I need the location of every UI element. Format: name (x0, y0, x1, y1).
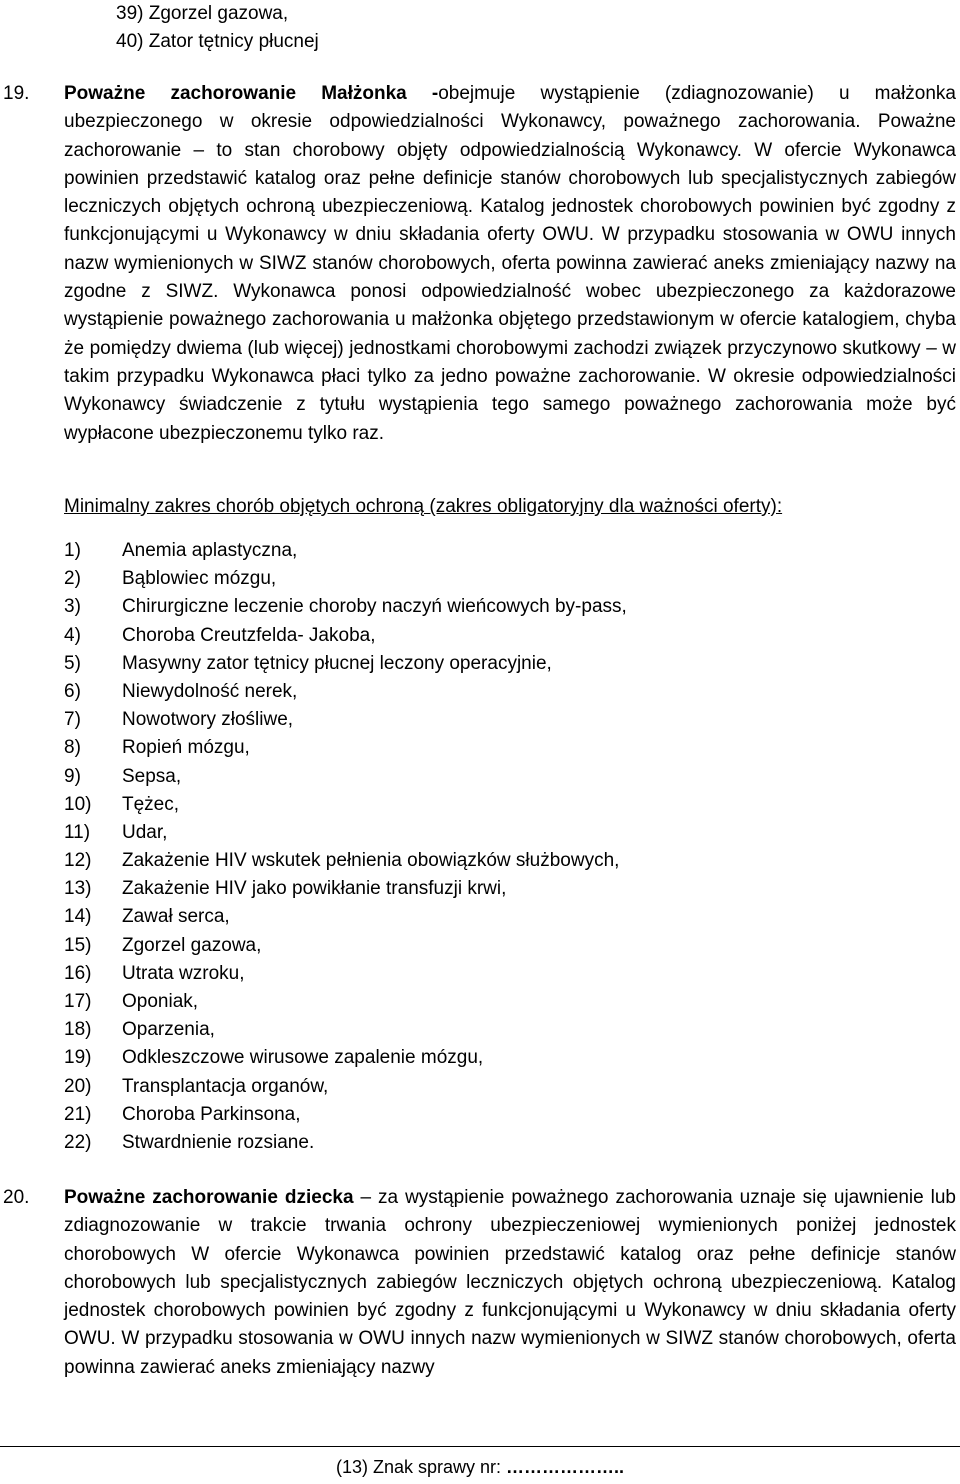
disease-list-item (64, 537, 944, 565)
disease-list-item (64, 1073, 944, 1101)
disease-name: Zgorzel gazowa, (122, 934, 262, 956)
list-item-number: 40) (116, 31, 144, 52)
disease-list-item (64, 988, 944, 1016)
disease-name: Transplantacja organów, (122, 1075, 329, 1097)
disease-number: 7) (64, 709, 81, 731)
disease-name: Zawał serca, (122, 906, 230, 928)
disease-number: 16) (64, 962, 92, 984)
disease-name: Zakażenie HIV wskutek pełnienia obowiązków służbowych, (122, 850, 620, 872)
disease-name: Anemia aplastyczna, (122, 540, 298, 561)
disease-list-item (64, 1129, 944, 1157)
disease-list-item (64, 960, 944, 988)
section-paragraph (64, 1184, 956, 1382)
disease-number: 4) (64, 624, 81, 646)
disease-number: 11) (64, 821, 91, 843)
disease-list-item (64, 1044, 944, 1072)
footer-divider (0, 1446, 960, 1447)
disease-name: Choroba Parkinsona, (122, 1103, 301, 1125)
disease-list-item (64, 678, 944, 706)
disease-list-item (64, 763, 944, 791)
section-number: 20. (3, 1187, 30, 1208)
previous-list-continuation (116, 0, 716, 56)
disease-number: 19) (64, 1047, 92, 1069)
disease-list-item (64, 734, 944, 762)
section-title-suffix: - (406, 83, 439, 104)
disease-list-item (64, 1101, 944, 1129)
disease-number: 10) (64, 793, 92, 815)
disease-number: 13) (64, 878, 92, 900)
disease-list-item (64, 819, 944, 847)
disease-number: 5) (64, 652, 81, 674)
disease-list-item (64, 706, 944, 734)
list-item (116, 0, 716, 28)
minimum-scope-heading: Minimalny zakres chorób objętych ochroną (zakres obligatoryjny dla ważności oferty): (64, 496, 783, 517)
disease-number: 21) (64, 1103, 92, 1125)
disease-number: 6) (64, 680, 81, 702)
disease-list-item (64, 791, 944, 819)
list-item-number: 39) (116, 3, 144, 24)
disease-number: 2) (64, 568, 81, 590)
section-body-text: – za wystąpienie poważnego zachorowania uznaje się ujawnienie lub zdiagnozowanie w trakcie trwania ochrony ubezpieczeniowej wymienionych poniżej jednostek chorobowych W ofercie Wykonawca powinien przedstawić katalog oraz pełne definicje stanów chorobowych lub specjalistycznych zabiegów leczniczych objętych ochroną ubezpieczeniową. Katalog jednostek chorobowych powinien być zgodny z funkcjonującymi u Wykonawcy w dniu składania oferty OWU. W przypadku stosowania w OWU innych nazw wymienionych w SIWZ stanów chorobowych, oferta powinna zawierać aneks zmieniający nazwy (64, 1187, 956, 1378)
disease-name: Chirurgiczne leczenie choroby naczyń wieńcowych by-pass, (122, 596, 627, 618)
section-title: Poważne zachorowanie dziecka (64, 1187, 354, 1208)
disease-list-item (64, 593, 944, 621)
case-number-value: ……………….. (506, 1457, 625, 1477)
disease-name: Nowotwory złośliwe, (122, 709, 294, 731)
disease-number: 9) (64, 765, 81, 787)
disease-name: Odkleszczowe wirusowe zapalenie mózgu, (122, 1047, 484, 1069)
disease-name: Oponiak, (122, 991, 199, 1012)
disease-name: Masywny zator tętnicy płucnej leczony operacyjnie, (122, 652, 552, 674)
disease-number: 18) (64, 1019, 92, 1041)
disease-number: 20) (64, 1075, 92, 1097)
disease-number: 1) (64, 540, 81, 561)
disease-list-item (64, 565, 944, 593)
disease-name: Ropień mózgu, (122, 737, 250, 759)
disease-list-item (64, 650, 944, 678)
disease-name: Tężec, (122, 793, 180, 815)
disease-number: 8) (64, 737, 81, 759)
section-paragraph (64, 80, 956, 448)
disease-list-item (64, 875, 944, 903)
section-number: 19. (3, 83, 30, 104)
disease-number: 17) (64, 991, 92, 1012)
disease-number: 15) (64, 934, 92, 956)
disease-list-item (64, 622, 944, 650)
disease-name: Niewydolność nerek, (122, 680, 298, 702)
disease-name: Stwardnienie rozsiane. (122, 1131, 315, 1153)
page-footer (0, 1455, 960, 1479)
disease-list-item (64, 903, 944, 931)
disease-name: Udar, (122, 821, 168, 843)
disease-name: Zakażenie HIV jako powikłanie transfuzji krwi, (122, 878, 507, 900)
disease-number: 3) (64, 596, 81, 618)
section-title: Poważne zachorowanie Małżonka (64, 83, 407, 104)
page-number: (13) (335, 1457, 368, 1477)
disease-list (64, 537, 944, 1157)
disease-number: 12) (64, 850, 92, 872)
disease-list-item (64, 847, 944, 875)
disease-name: Sepsa, (122, 765, 182, 787)
disease-list-item (64, 932, 944, 960)
list-item-text: Zgorzel gazowa, (148, 3, 289, 24)
disease-name: Choroba Creutzfelda- Jakoba, (122, 624, 376, 646)
disease-number: 14) (64, 906, 92, 928)
disease-list-item (64, 1016, 944, 1044)
disease-number: 22) (64, 1131, 92, 1153)
disease-name: Utrata wzroku, (122, 962, 245, 984)
disease-name: Bąblowiec mózgu, (122, 568, 277, 590)
case-number-label: Znak sprawy nr: (367, 1457, 507, 1477)
list-item-text: Zator tętnicy płucnej (148, 31, 319, 52)
disease-name: Oparzenia, (122, 1019, 215, 1041)
section-body-text: obejmuje wystąpienie (zdiagnozowanie) u małżonka ubezpieczonego w okresie odpowiedzialności Wykonawcy, poważnego zachorowania. Poważne zachorowanie – to stan chorobowy objęty odpowiedzialnością Wykonawcy. W ofercie Wykonawca powinien przedstawić katalog oraz pełne definicje stanów chorobowych lub specjalistycznych zabiegów leczniczych objętych ochroną ubezpieczeniową. Katalog jednostek chorobowych powinien być zgodny z funkcjonującymi u Wykonawcy w dniu składania oferty OWU. W przypadku stosowania w OWU innych nazw wymienionych w SIWZ stanów chorobowych, oferta powinna zawierać aneks zmieniający nazwy na zgodne z SIWZ. Wykonawca ponosi odpowiedzialność wobec ubezpieczonego za każdorazowe wystąpienie poważnego zachorowania u małżonka objętego przedstawionym w ofercie katalogiem, chyba że pomiędzy dwiema (lub więcej) jednostkami chorobowymi zachodzi związek przyczynowo skutkowy – w takim przypadku Wykonawca płaci tylko za jedno poważne zachorowanie. W okresie odpowiedzialności Wykonawcy świadczenie z tytułu wystąpienia tego samego poważnego zachorowania może być wypłacone ubezpieczonemu tylko raz. (64, 83, 956, 444)
list-item (116, 28, 716, 56)
